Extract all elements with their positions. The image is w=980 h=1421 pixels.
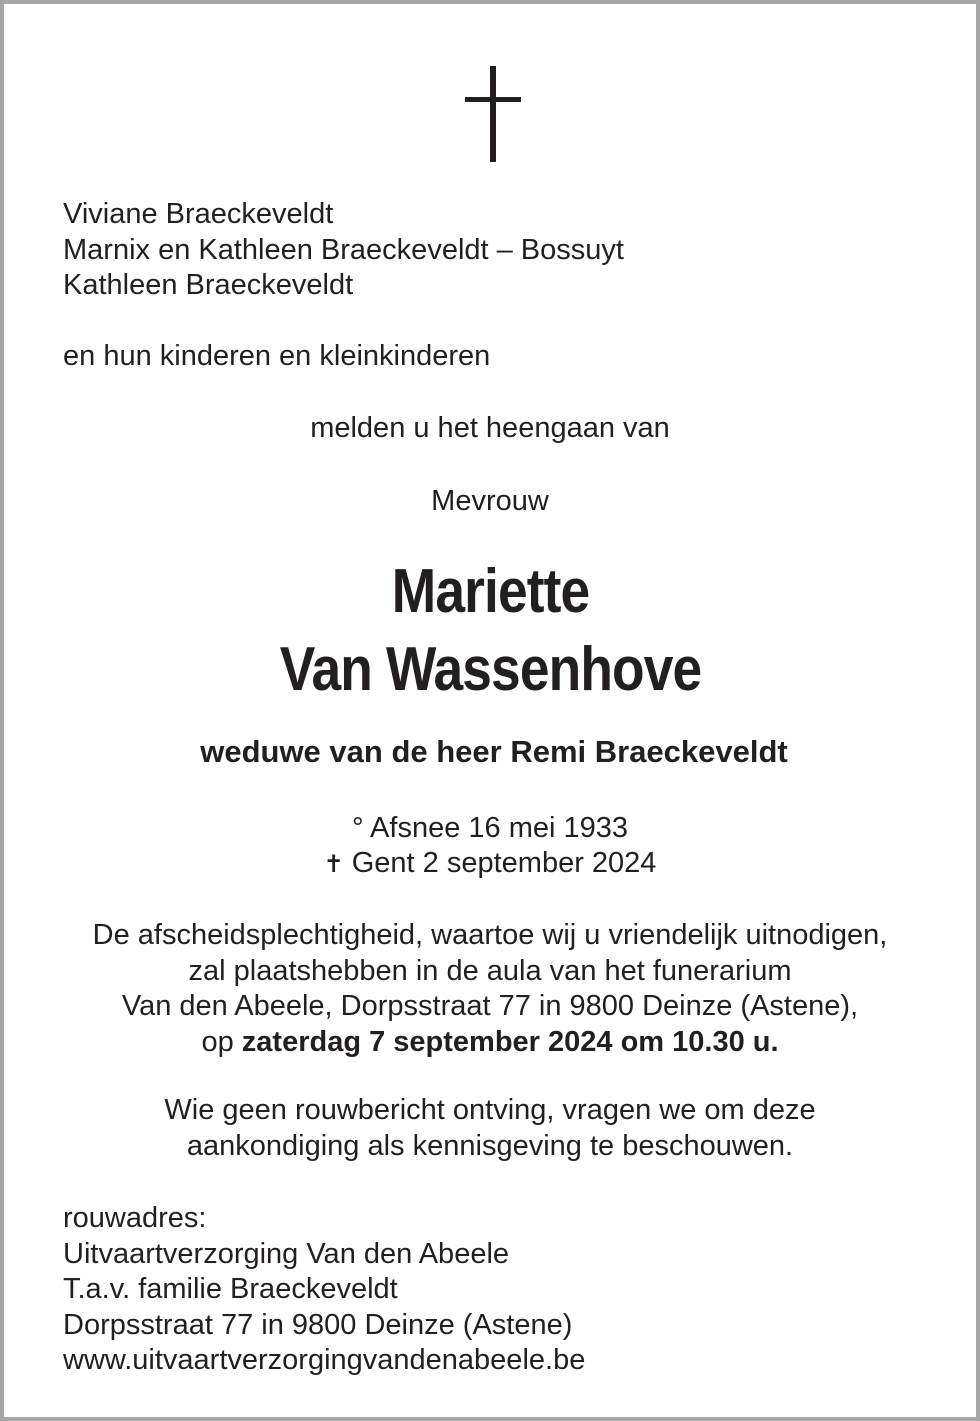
- death-line: [4, 846, 976, 883]
- notice-line-1: Wie geen rouwbericht ontving, vragen we om deze: [164, 1094, 816, 1126]
- ceremony-paragraph: [4, 918, 976, 1060]
- notice-line-2: aankondiging als kennisgeving te beschouwen.: [186, 1129, 794, 1162]
- ceremony-line-4: [4, 1025, 976, 1061]
- ceremony-date-prefix: op: [201, 1025, 234, 1058]
- death-place-date: Gent 2 september 2024: [351, 847, 657, 879]
- cross-horizontal-bar: [465, 97, 521, 102]
- mourning-address: [63, 1201, 585, 1379]
- deceased-first-name: Mariette: [391, 557, 590, 626]
- ceremony-line-1: De afscheidsplechtigheid, waartoe wij u vriendelijk uitnodigen,: [92, 919, 888, 951]
- small-cross-icon: ✝: [323, 851, 344, 878]
- address-line-1: Uitvaartverzorging Van den Abeele: [63, 1237, 510, 1270]
- ceremony-line-3: Van den Abeele, Dorpsstraat 77 in 9800 Deinze (Astene),: [121, 990, 859, 1022]
- family-member-3: Kathleen Braeckeveldt: [63, 269, 354, 301]
- address-line-3: Dorpsstraat 77 in 9800 Deinze (Astene): [63, 1308, 573, 1341]
- born-symbol: °: [351, 812, 364, 844]
- address-website: www.uitvaartverzorgingvandenabeele.be: [63, 1344, 586, 1376]
- deceased-last-name: Van Wassenhove: [279, 635, 702, 704]
- announcement-intro: melden u het heengaan van: [310, 412, 670, 444]
- ceremony-line-2: zal plaatshebben in de aula van het funerarium: [188, 954, 792, 987]
- birth-place-date: Afsnee 16 mei 1933: [370, 812, 629, 844]
- salutation: Mevrouw: [431, 485, 549, 517]
- latin-cross-icon: [465, 66, 521, 162]
- ceremony-date-time: zaterdag 7 september 2024 om 10.30 u.: [241, 1025, 779, 1058]
- cross-vertical-bar: [490, 66, 496, 162]
- notice-paragraph: [4, 1093, 976, 1164]
- widow-of-line: weduwe van de heer Remi Braeckeveldt: [200, 734, 788, 769]
- family-list: [63, 197, 624, 304]
- family-member-2: Marnix en Kathleen Braeckeveldt – Bossuyt: [63, 233, 624, 266]
- address-line-2: T.a.v. familie Braeckeveldt: [63, 1273, 398, 1305]
- descendants-line: en hun kinderen en kleinkinderen: [63, 340, 491, 372]
- address-label: rouwadres:: [63, 1202, 207, 1234]
- birth-line: [4, 811, 976, 847]
- family-member-1: Viviane Braeckeveldt: [63, 198, 334, 230]
